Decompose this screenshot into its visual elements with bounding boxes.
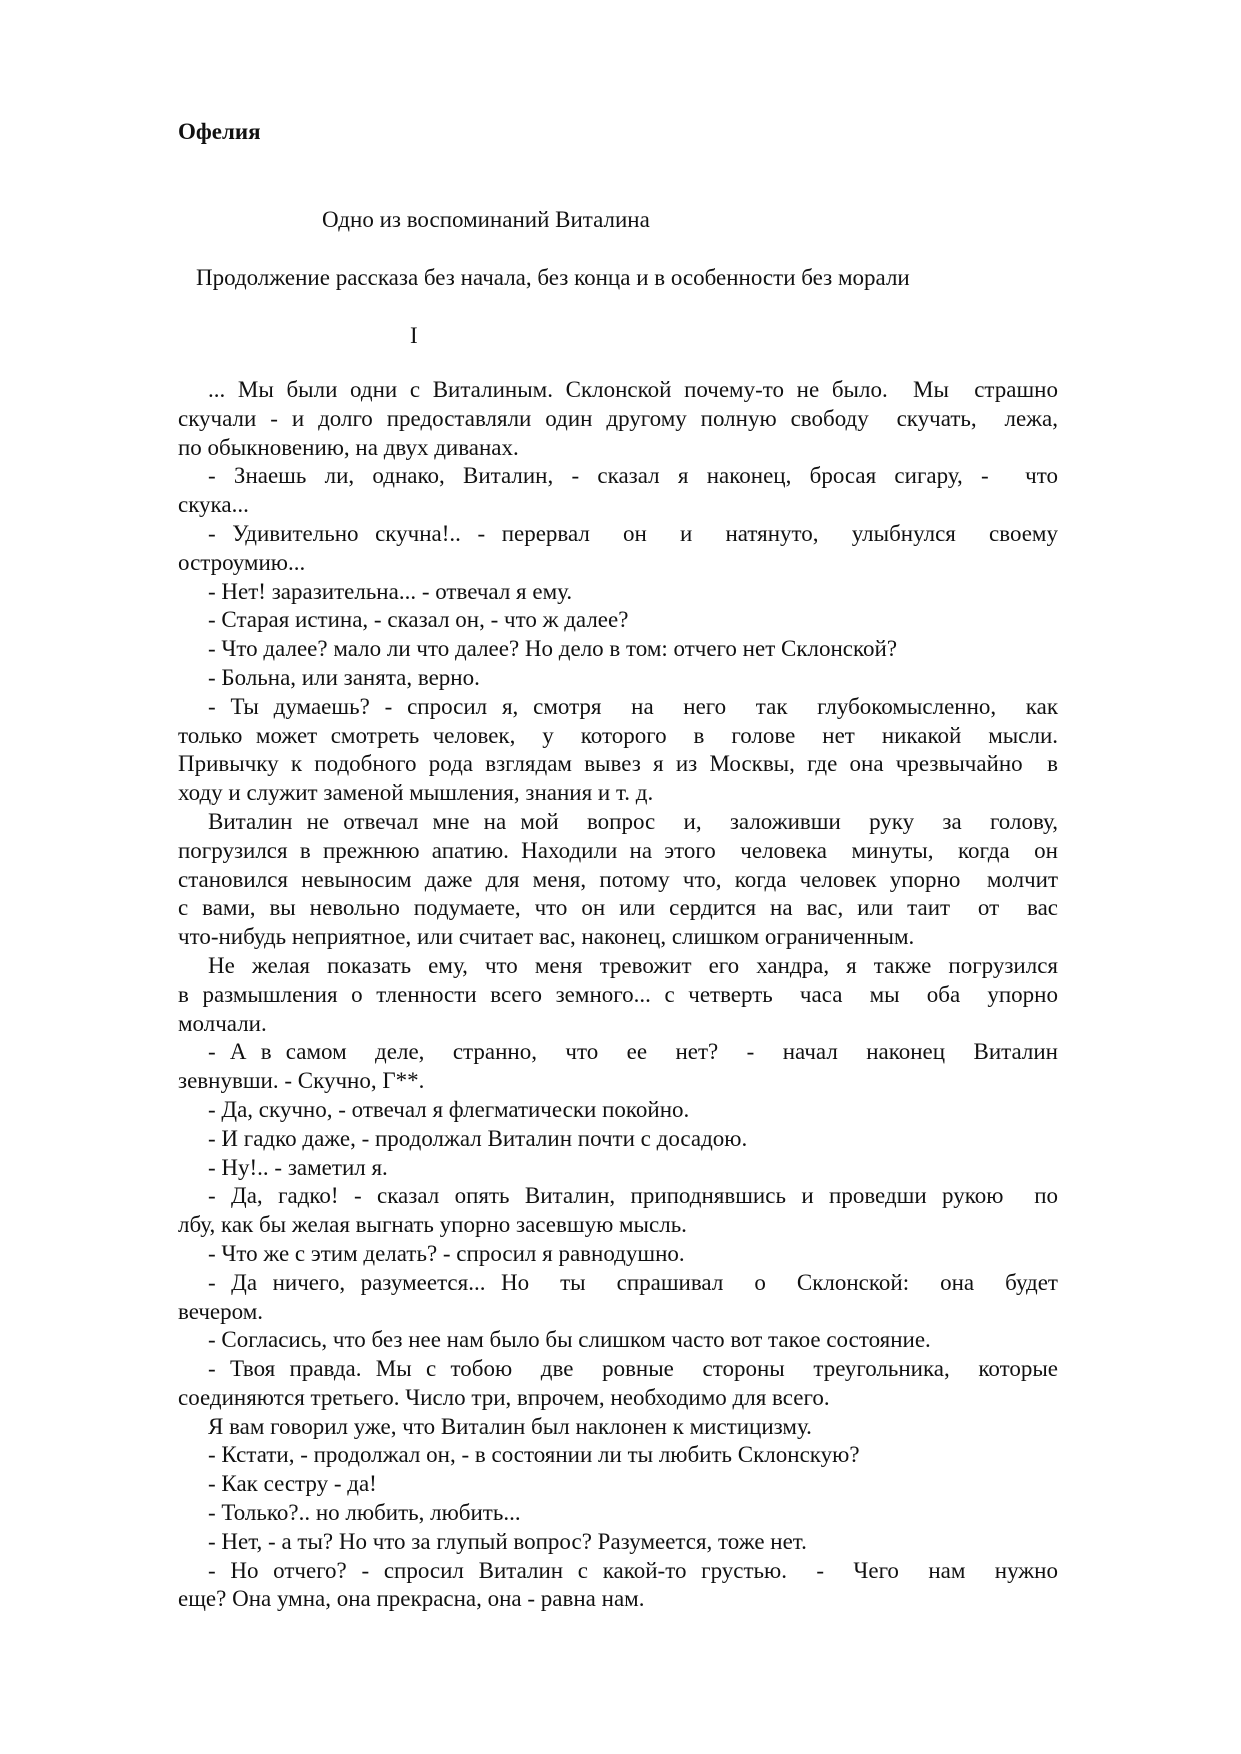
text-line: Не желая показать ему, что меня тревожит его хандра, я также погрузился [208,952,1058,978]
text-line: молчали. [178,1010,267,1036]
text-line: - Но отчего? - спросил Виталин с какой-то грустью. - Чего нам нужно [208,1557,1058,1583]
text-line: еще? Она умна, она прекрасна, она - равна нам. [178,1586,645,1612]
text-line: Я вам говорил уже, что Виталин был наклонен к мистицизму. [208,1413,812,1439]
text-line: Привычку к подобного рода взглядам вывез я из Москвы, где она чрезвычайно в [178,751,1058,777]
text-line: скука... [178,492,249,518]
text-line: ходу и служит заменой мышления, знания и т. д. [178,780,654,806]
text-line: остроумию... [178,549,306,575]
chapter-number: I [410,323,418,348]
text-line: - И гадко даже, - продолжал Виталин почти с досадою. [208,1125,748,1151]
body-text [178,376,1058,1614]
text-line: - Что далее? мало ли что далее? Но дело в том: отчего нет Склонской? [208,636,898,662]
text-line: зевнувши. - Скучно, Г**. [178,1068,425,1094]
text-line: ... Мы были одни с Виталиным. Склонской почему-то не было. Мы страшно [208,377,1058,402]
text-line: - Кстати, - продолжал он, - в состоянии ли ты любить Склонскую? [208,1442,860,1468]
text-line: - Старая истина, - сказал он, - что ж далее? [208,607,629,633]
text-line: с вами, вы невольно подумаете, что он или сердится на вас, или таит от вас [178,895,1058,921]
text-line: - Ну!.. - заметил я. [208,1154,388,1180]
text-line: - Да ничего, разумеется... Но ты спрашивал о Склонской: она будет [208,1269,1058,1295]
text-line: - Твоя правда. Мы с тобою две ровные стороны треугольника, которые [208,1356,1058,1382]
text-line: погрузился в прежнюю апатию. Находили на этого человека минуты, когда он [178,837,1058,863]
text-line: что-нибудь неприятное, или считает вас, наконец, слишком ограниченным. [178,924,915,950]
text-line: - Нет! заразительна... - отвечал я ему. [208,578,573,604]
text-line: соединяются третьего. Число три, впрочем, необходимо для всего. [178,1384,830,1410]
text-line: - Да, скучно, - отвечал я флегматически покойно. [208,1096,690,1122]
document-subtitle-1: Одно из воспоминаний Виталина [322,207,650,232]
text-line: лбу, как бы желая выгнать упорно засевшую мысль. [178,1212,687,1238]
text-line: - Больна, или занята, верно. [208,664,480,690]
text-line: - Только?.. но любить, любить... [208,1500,521,1526]
text-line: - Согласись, что без нее нам было бы слишком часто вот такое состояние. [208,1327,931,1353]
document-subtitle-2: Продолжение рассказа без начала, без конца и в особенности без морали [196,265,910,290]
text-line: скучали - и долго предоставляли один другому полную свободу скучать, лежа, [178,405,1058,431]
text-line: становился невыносим даже для меня, потому что, когда человек упорно молчит [178,866,1058,892]
text-line: только может смотреть человек, у которого в голове нет никакой мысли. [178,722,1058,748]
text-line: по обыкновению, на двух диванах. [178,434,519,460]
text-line: в размышления о тленности всего земного... с четверть часа мы оба упорно [178,981,1058,1007]
text-line: - Ты думаешь? - спросил я, смотря на него так глубокомысленно, как [208,693,1058,719]
text-line: вечером. [178,1298,264,1324]
text-line: - Нет, - а ты? Но что за глупый вопрос? Разумеется, тоже нет. [208,1528,807,1554]
text-line: - Да, гадко! - сказал опять Виталин, приподнявшись и проведши рукою по [208,1183,1058,1209]
text-line: - Как сестру - да! [208,1471,377,1497]
text-line: - Удивительно скучна!.. - перервал он и натянуто, улыбнулся своему [208,520,1058,546]
text-line: - Что же с этим делать? - спросил я равнодушно. [208,1240,685,1266]
document-title: Офелия [178,119,261,144]
text-line: - А в самом деле, странно, что ее нет? - начал наконец Виталин [208,1039,1058,1065]
text-line: - Знаешь ли, однако, Виталин, - сказал я наконец, бросая сигару, - что [208,463,1058,489]
text-line: Виталин не отвечал мне на мой вопрос и, заложивши руку за голову, [208,808,1058,834]
